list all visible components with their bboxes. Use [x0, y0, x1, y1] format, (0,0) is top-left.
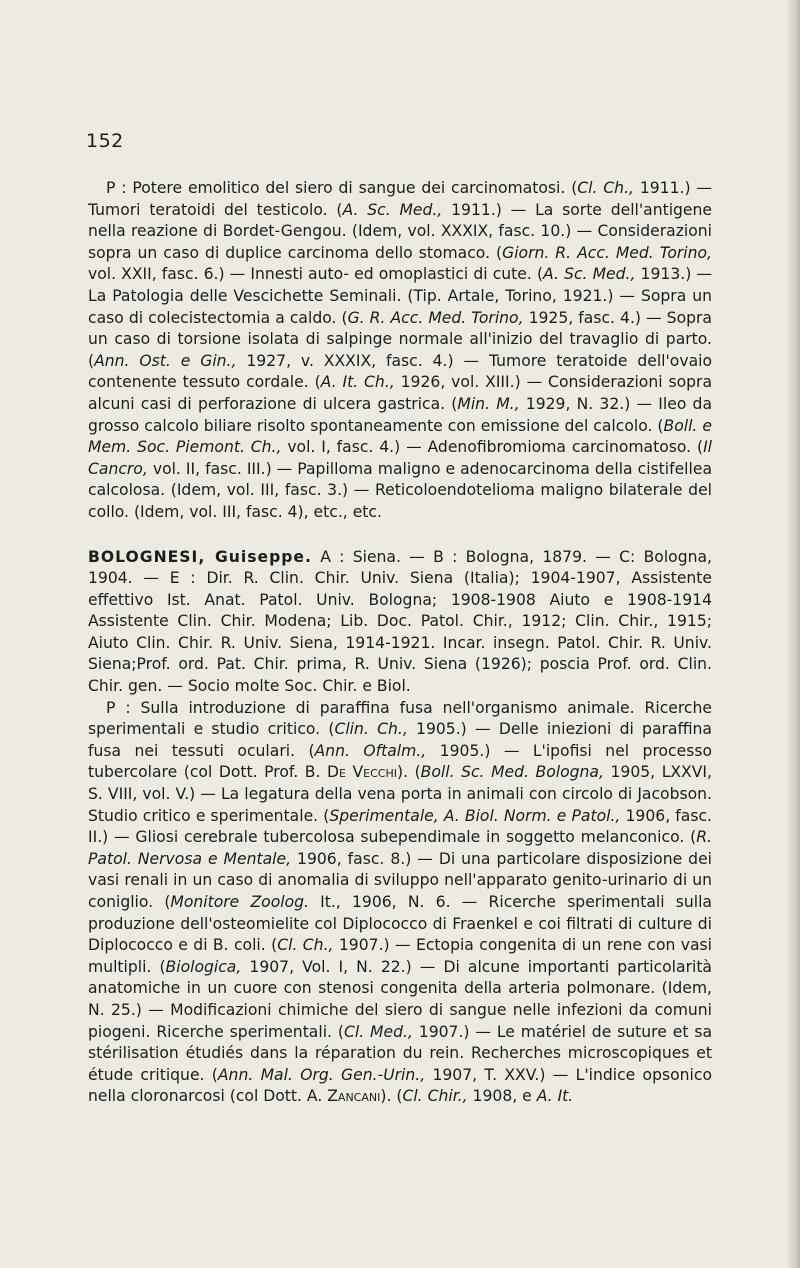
text-run: 1905, LXXVI, S. VIII, vol. V.) — La legatura della vena porta in animali con circolo di Jacobson. Studio critico e sperimentale. ( — [88, 763, 712, 825]
text-run: vol. II, fasc. III.) — Papilloma maligno e adenocarcinoma della cistifellea calcolosa. (Idem, vol. III, fasc. 3.) — Reticoloendotelioma maligno bilaterale del collo. (Idem, vol. III, fasc. 4), etc., etc. — [88, 459, 712, 521]
text-run: 1926, vol. XIII.) — Considerazioni sopra alcuni casi di perforazione di ulcera gastrica. ( — [88, 373, 712, 413]
text-run: 1907.) — Ectopia congenita di un rene con vasi multipli. ( — [88, 936, 713, 976]
text-run: 1906, fasc. II.) — Gliosi cerebrale tubercolosa subependimale in soggetto melanconico. ( — [88, 806, 712, 847]
journal-title: Giorn. R. Acc. Med. Torino, — [502, 243, 712, 262]
text-run: ). ( — [380, 1087, 403, 1106]
text-run: 1906, fasc. 8.) — Di una particolare disposizione dei vasi renali in un caso di anomalia di sviluppo nell'apparato genito-urinario di un coniglio. ( — [88, 849, 712, 911]
journal-title: Cl. Chir., — [402, 1087, 468, 1106]
p-label: P : — [106, 698, 131, 717]
text-run: ). ( — [396, 763, 421, 782]
text-run: 1913.) — La Patologia delle Vescichette Seminali. (Tip. Artale, Torino, 1921.) — Sopra un caso di colecistectomia a caldo. ( — [88, 265, 712, 327]
text-block — [88, 178, 712, 1108]
text-run: 1905.) — Delle iniezioni di paraffina fusa nei tessuti oculari. ( — [88, 720, 712, 760]
journal-title: Min. M., — [457, 394, 520, 413]
text-run: 1911.) — Tumori teratoidi del testicolo. ( — [88, 179, 712, 219]
text-run: 1929, N. 32.) — Ileo da grosso calcolo biliare risolto spontaneamente con emissione del calcolo. ( — [88, 394, 713, 435]
p-label: P : — [106, 179, 127, 197]
text-run: 1925, fasc. 4.) — Sopra un caso di torsione isolata di salpinge normale all'inizio del travaglio di parto. ( — [88, 308, 712, 370]
text-run: It., 1906, N. 6. — Ricerche sperimentali sulla produzione dell'osteomielite col Diplococco di Fraenkel e coi filtrati di culture di Diplococco e di B. coli. ( — [88, 893, 712, 955]
journal-title: Cl. Ch., — [277, 936, 334, 955]
text-run: 1907, Vol. I, N. 22.) — Di alcune importanti particolarità anatomiche in un cuore con stenosi congenita della arteria polmonare. (Idem, N. 25.) — Modificazioni chimiche del siero di sangue nelle infezioni da comuni piogeni. Ricerche sperimentali. ( — [88, 957, 712, 1041]
entry-publications-continued — [88, 178, 712, 524]
journal-title: Cl. Med., — [343, 1022, 413, 1041]
text-run: 1911.) — La sorte dell'antigene nella reazione di Bordet-Gengou. (Idem, vol. XXXIX, fasc. 10.) — Considerazioni sopra un caso di duplice carcinoma dello stomaco. ( — [88, 200, 713, 262]
journal-title: Monitore Zoolog. — [170, 893, 309, 911]
journal-title: R. Patol. Nervosa e Mentale, — [88, 828, 712, 868]
journal-title: A. Sc. Med., — [543, 265, 636, 284]
journal-title: Ann. Mal. Org. Gen.-Urin., — [217, 1065, 426, 1084]
journal-title: A. It. — [536, 1087, 574, 1106]
person-name: BOLOGNESI, Guiseppe. — [88, 547, 312, 566]
coauthor-name: De Vecchi — [326, 763, 397, 782]
text-run: vol. XXII, fasc. 6.) — Innesti auto- ed omoplastici di cute. ( — [88, 265, 544, 284]
text-run: 1907.) — Le matériel de suture et sa stérilisation étudiés dans la réparation du rein. Recherches microscopiques et étude critique. ( — [88, 1022, 713, 1084]
journal-title: Ann. Ost. e Gin., — [94, 351, 237, 370]
journal-title: Boll. e Mem. Soc. Piemont. Ch., — [88, 416, 712, 457]
page-number: 152 — [86, 130, 124, 152]
journal-title: Clin. Ch., — [334, 720, 408, 739]
text-run: Potere emolitico del siero di sangue dei carcinomatosi. ( — [126, 179, 578, 197]
text-run: 1927, v. XXXIX, fasc. 4.) — Tumore teratoide dell'ovaio contenente tessuto cordale. ( — [88, 351, 713, 392]
journal-title: Boll. Sc. Med. Bologna, — [420, 763, 604, 782]
journal-title: Ann. Oftalm., — [314, 741, 427, 760]
entry-bolognesi — [88, 547, 712, 1108]
journal-title: A. It. Ch., — [320, 373, 395, 392]
journal-title: Il Cancro, — [88, 438, 712, 478]
page-edge-shadow — [788, 0, 800, 1268]
biography-text: A : Siena. — B : Bologna, 1879. — C: Bologna, 1904. — E : Dir. R. Clin. Chir. Univ. Siena (Italia); 1904-1907, Assistente effettivo Ist. Anat. Patol. Univ. Bologna; 1908-1908 Aiuto e 1908-1914 Assistente Clin. Chir. Modena; Lib. Doc. Patol. Chir., 1912; Clin. Chir., 1915; Aiuto Clin. Chir. R. Univ. Siena, 1914-1921. Incar. insegn. Patol. Chir. R. Univ. Siena;Prof. ord. Pat. Chir. prima, R. Univ. Siena (1926); poscia Prof. ord. Clin. Chir. gen. — Socio molte Soc. Chir. e Biol. — [88, 547, 712, 696]
text-run: Sulla introduzione di paraffina fusa nell'organismo animale. Ricerche sperimentali e studio critico. ( — [88, 698, 712, 739]
publications-paragraph — [88, 178, 712, 524]
text-run: 1907, T. XXV.) — L'indice opsonico nella cloronarcosi (col Dott. A. — [88, 1065, 712, 1106]
journal-title: Biologica, — [165, 957, 242, 976]
publications-paragraph — [88, 698, 712, 1108]
journal-title: A. Sc. Med., — [342, 200, 443, 219]
biography-paragraph — [88, 547, 712, 698]
text-run: 1905.) — L'ipofisi nel processo tubercolare (col Dott. Prof. B. — [88, 741, 713, 782]
journal-title: Sperimentale, A. Biol. Norm. e Patol., — [329, 806, 621, 825]
text-run: 1908, e — [467, 1087, 537, 1106]
coauthor-name: Zancani — [327, 1087, 381, 1106]
entry-gap — [88, 524, 712, 547]
journal-title: G. R. Acc. Med. Torino, — [347, 308, 524, 327]
journal-title: Cl. Ch., — [577, 179, 634, 197]
text-run: vol. I, fasc. 4.) — Adenofibromioma carcinomatoso. ( — [281, 438, 704, 457]
